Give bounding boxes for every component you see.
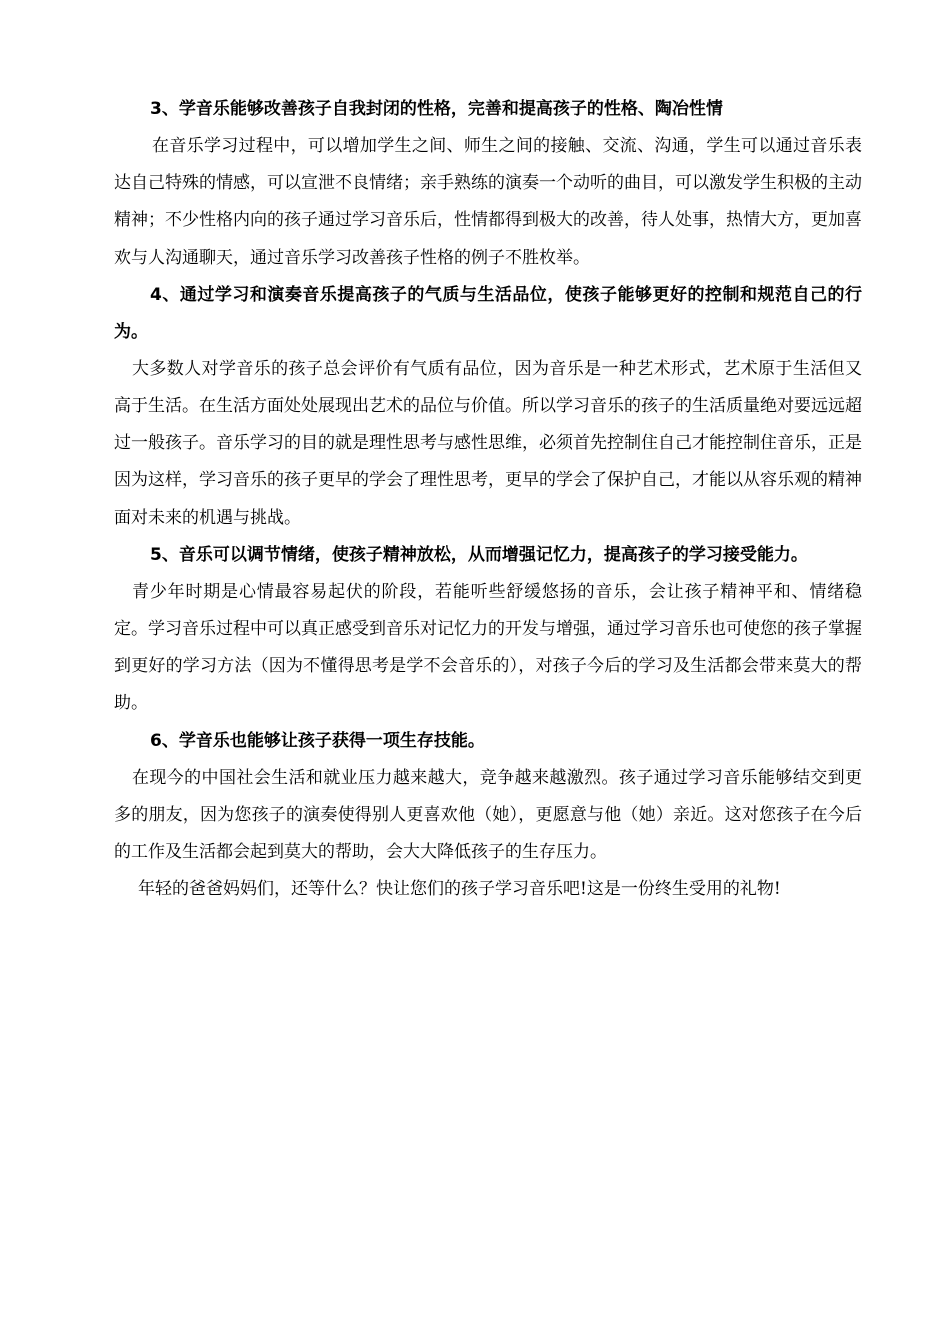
section-3-paragraph: 在音乐学习过程中，可以增加学生之间、师生之间的接触、交流、沟通，学生可以通过音乐表达自己特殊的情感，可以宣泄不良情绪；亲手熟练的演奏一个动听的曲目，可以激发学生积极的主动精神；不少性格内向的孩子通过学习音乐后，性情都得到极大的改善，待人处事，热情大方，更加喜欢与人沟通聊天，通过音乐学习改善孩子性格的例子不胜枚举。	[114, 136, 862, 268]
section-3-heading: 3、学音乐能够改善孩子自我封闭的性格，完善和提高孩子的性格、陶冶性情	[150, 99, 723, 119]
section-5-heading: 5、音乐可以调节情绪，使孩子精神放松，从而增强记忆力，提高孩子的学习接受能力。	[150, 544, 808, 565]
section-5-paragraph: 青少年时期是心情最容易起伏的阶段，若能听些舒缓悠扬的音乐，会让孩子精神平和、情绪稳定。学习音乐过程中可以真正感受到音乐对记忆力的开发与增强，通过学习音乐也可使您的孩子掌握到更好的学习方法（因为不懂得思考是学不会音乐的），对孩子今后的学习及生活都会带来莫大的帮助。	[114, 581, 862, 714]
document-body	[114, 91, 862, 908]
section-4-heading: 4、通过学习和演奏音乐提高孩子的气质与生活品位，使孩子能够更好的控制和规范自己的行为。	[114, 284, 862, 342]
section-6-paragraph: 在现今的中国社会生活和就业压力越来越大，竞争越来越激烈。孩子通过学习音乐能够结交到更多的朋友，因为您孩子的演奏使得别人更喜欢他（她），更愿意与他（她）亲近。这对您孩子在今后的工作及生活都会起到莫大的帮助，会大大降低孩子的生存压力。	[114, 767, 862, 863]
closing-paragraph: 年轻的爸爸妈妈们，还等什么？快让您们的孩子学习音乐吧!这是一份终生受用的礼物!	[138, 879, 781, 900]
section-4-paragraph: 大多数人对学音乐的孩子总会评价有气质有品位，因为音乐是一种艺术形式，艺术原于生活但又高于生活。在生活方面处处展现出艺术的品位与价值。所以学习音乐的孩子的生活质量绝对要远远超过一般孩子。音乐学习的目的就是理性思考与感性思维，必须首先控制住自己才能控制住音乐，正是因为这样，学习音乐的孩子更早的学会了理性思考，更早的学会了保护自己，才能以从容乐观的精神面对未来的机遇与挑战。	[114, 358, 862, 528]
section-6-heading: 6、学音乐也能够让孩子获得一项生存技能。	[150, 730, 485, 751]
